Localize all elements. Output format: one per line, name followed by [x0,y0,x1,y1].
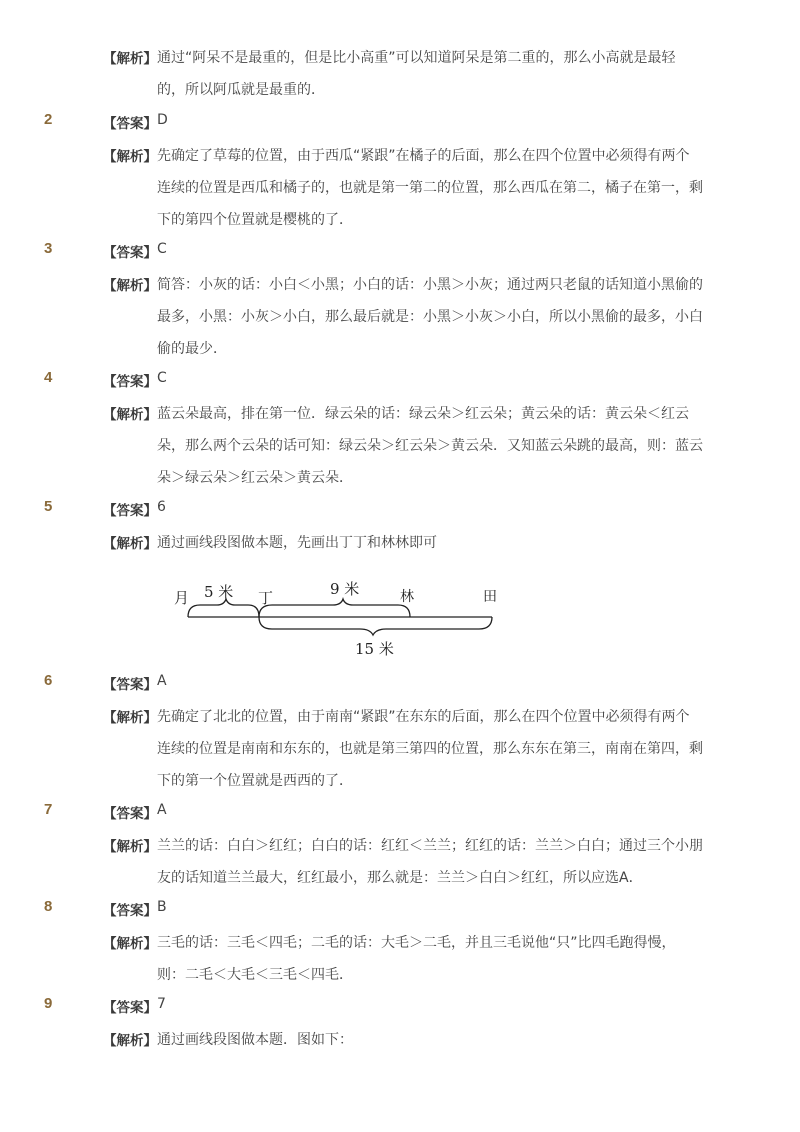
analysis-line: 先确定了草莓的位置，由于西瓜“紧跟”在橘子的后面，那么在四个位置中必须得有两个 [157,148,690,164]
analysis-line: 下的第四个位置就是樱桃的了． [157,212,353,228]
answer-value: A [157,802,167,818]
answer-value: D [157,112,168,128]
analysis-tag: 【解析】 [103,149,157,165]
analysis-line: 简答：小灰的话：小白＜小黑；小白的话：小黑＞小灰；通过两只老鼠的话知道小黑偷的 [157,277,703,293]
answer-value: A [157,673,167,689]
label-yue: 月 [174,589,190,607]
analysis-line: 通过“阿呆不是最重的，但是比小高重”可以知道阿呆是第二重的，那么小高就是最轻 [157,50,676,66]
analysis-line: 通过画线段图做本题，先画出丁丁和林林即可 [157,535,437,551]
analysis-line: 连续的位置是南南和东东的，也就是第三第四的位置，那么东东在第三，南南在第四，剩 [157,741,703,757]
brace-15m [259,617,492,635]
analysis-line: 最多，小黑：小灰＞小白，那么最后就是：小黑＞小灰＞小白，所以小黑偷的最多，小白 [157,309,703,325]
label-lin: 林 [400,589,414,605]
answer-value: 7 [157,996,166,1012]
answer-tag: 【答案】 [103,677,157,693]
analysis-line: 朵＞绿云朵＞红云朵＞黄云朵． [157,470,353,486]
label-ding: 丁 [258,589,274,607]
label-9m: 9 米 [330,580,360,598]
analysis-tag: 【解析】 [103,839,157,855]
line-segment-diagram [160,572,520,664]
question-number: 8 [44,898,53,915]
analysis-tag: 【解析】 [103,936,157,952]
brace-5m [188,599,259,617]
answer-value: C [157,370,167,386]
answer-tag: 【答案】 [103,245,157,261]
analysis-line: 先确定了北北的位置，由于南南“紧跟”在东东的后面，那么在四个位置中必须得有两个 [157,709,690,725]
analysis-tag: 【解析】 [103,51,157,67]
answer-tag: 【答案】 [103,116,157,132]
answer-value: B [157,899,167,915]
label-5m: 5 米 [204,583,234,601]
analysis-line: 下的第一个位置就是西西的了． [157,773,353,789]
question-number: 5 [44,498,53,515]
analysis-line: 兰兰的话：白白＞红红；白白的话：红红＜兰兰；红红的话：兰兰＞白白；通过三个小朋 [157,838,703,854]
answer-tag: 【答案】 [103,503,157,519]
analysis-line: 三毛的话：三毛＜四毛；二毛的话：大毛＞二毛，并且三毛说他“只”比四毛跑得慢， [157,935,676,951]
answer-tag: 【答案】 [103,374,157,390]
answer-tag: 【答案】 [103,903,157,919]
analysis-line: 则：二毛＜大毛＜三毛＜四毛． [157,967,353,983]
question-number: 3 [44,240,53,257]
analysis-line: 友的话知道兰兰最大，红红最小，那么就是：兰兰＞白白＞红红，所以应选A． [157,870,643,886]
analysis-tag: 【解析】 [103,536,157,552]
analysis-line: 通过画线段图做本题．图如下： [157,1032,353,1048]
question-number: 4 [44,369,53,386]
analysis-line: 的，所以阿瓜就是最重的． [157,82,325,98]
answer-value: C [157,241,167,257]
question-number: 6 [44,672,53,689]
question-number: 2 [44,111,53,128]
analysis-tag: 【解析】 [103,1033,157,1049]
analysis-tag: 【解析】 [103,710,157,726]
analysis-tag: 【解析】 [103,278,157,294]
question-number: 9 [44,995,53,1012]
analysis-line: 蓝云朵最高，排在第一位．绿云朵的话：绿云朵＞红云朵；黄云朵的话：黄云朵＜红云 [157,406,689,422]
analysis-tag: 【解析】 [103,407,157,423]
question-number: 7 [44,801,53,818]
answer-tag: 【答案】 [103,1000,157,1016]
analysis-line: 朵，那么两个云朵的话可知：绿云朵＞红云朵＞黄云朵．又知蓝云朵跳的最高，则：蓝云 [157,438,703,454]
label-15m: 15 米 [355,640,394,658]
label-tian: 田 [483,589,497,605]
analysis-line: 连续的位置是西瓜和橘子的，也就是第一第二的位置，那么西瓜在第二，橘子在第一，剩 [157,180,703,196]
brace-9m [259,599,410,617]
answer-value: 6 [157,499,166,515]
analysis-line: 偷的最少． [157,341,227,357]
answer-tag: 【答案】 [103,806,157,822]
